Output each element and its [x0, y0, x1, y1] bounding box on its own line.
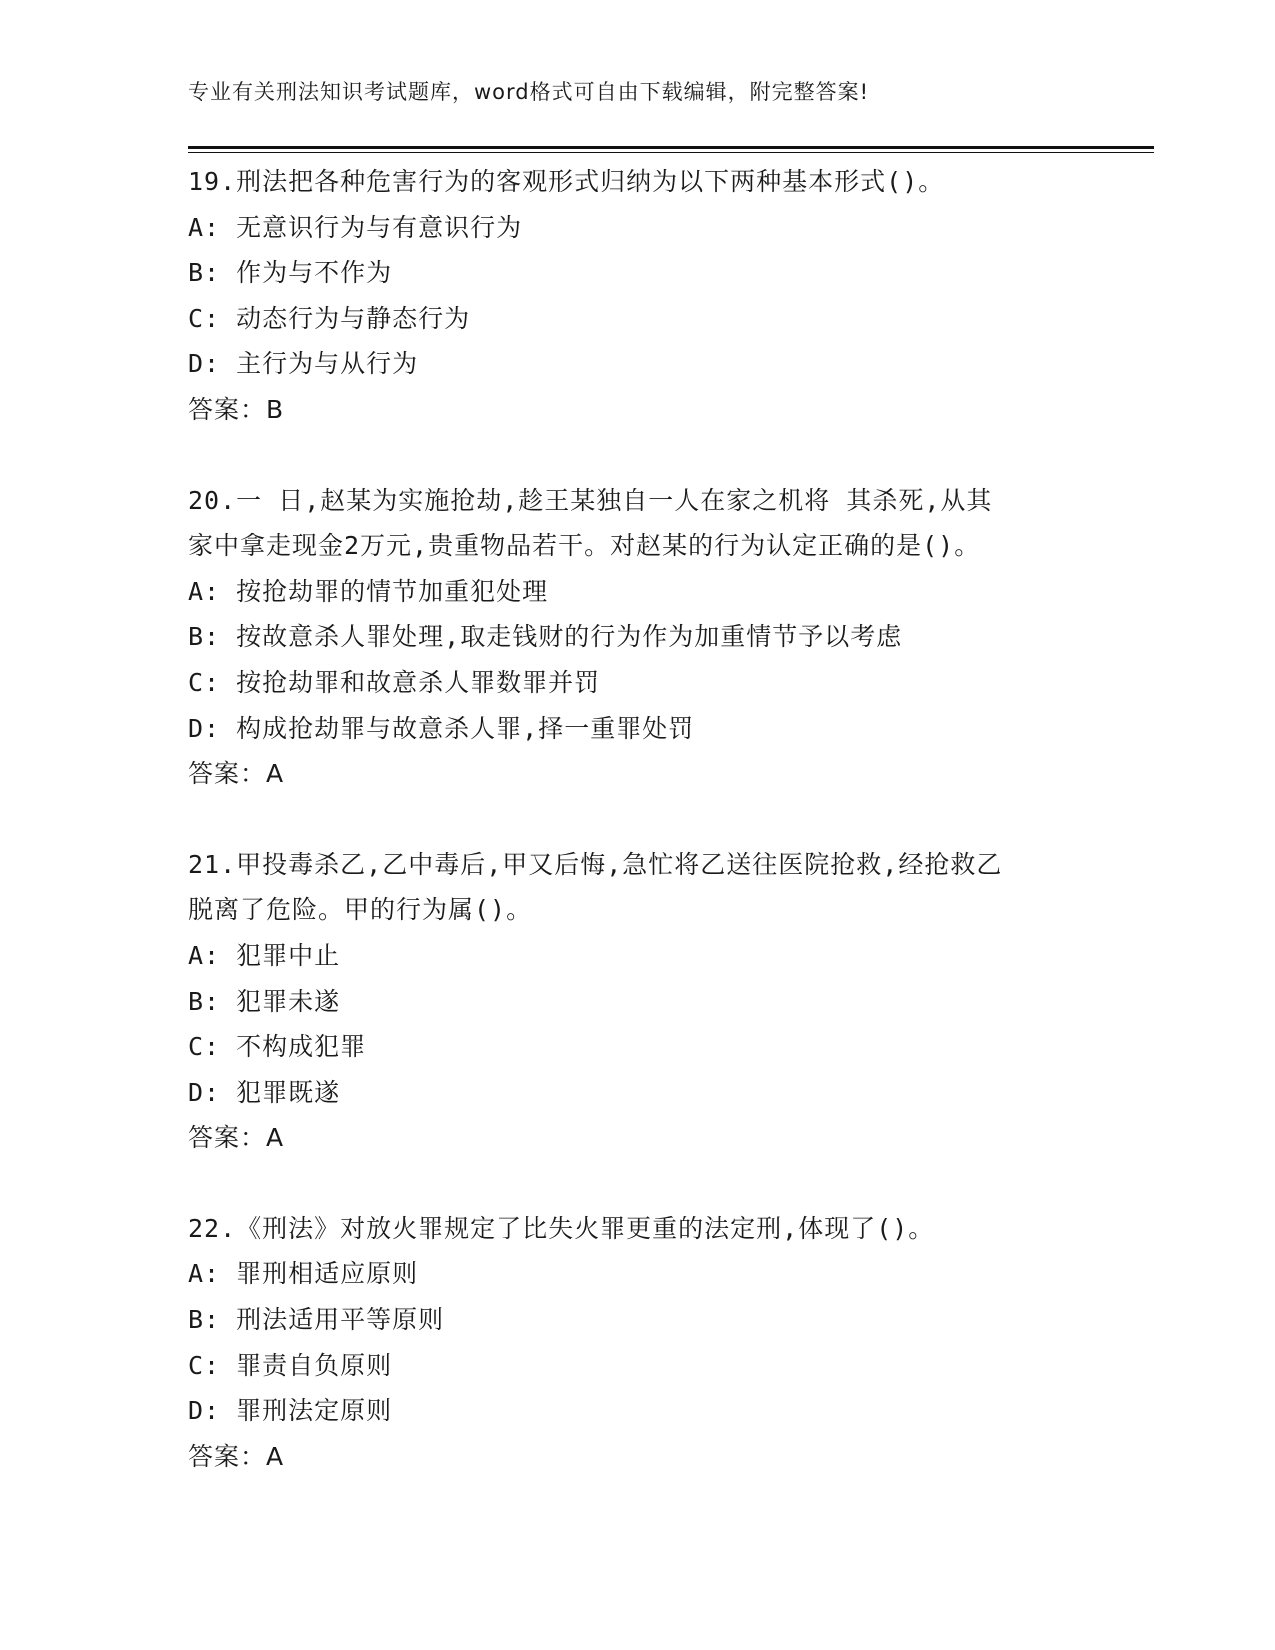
question-stem: 22.《刑法》对放火罪规定了比失火罪更重的法定刑,体现了()。: [188, 1213, 935, 1243]
option-a: A: 罪刑相适应原则: [188, 1259, 419, 1289]
option-b: B: 作为与不作为: [188, 258, 393, 288]
question-20: [188, 478, 1088, 797]
question-stem-continued: 家中拿走现金2万元,贵重物品若干。对赵某的行为认定正确的是()。: [188, 531, 981, 561]
option-a: A: 犯罪中止: [188, 940, 341, 970]
question-stem: 21.甲投毒杀乙,乙中毒后,甲又后悔,急忙将乙送往医院抢救,经抢救乙: [188, 849, 1003, 879]
option-c: C: 动态行为与静态行为: [188, 303, 471, 333]
header-rule-thin: [188, 152, 1154, 153]
option-d: D: 罪刑法定原则: [188, 1396, 393, 1426]
option-d: D: 构成抢劫罪与故意杀人罪,择一重罪处罚: [188, 713, 695, 743]
option-a: A: 无意识行为与有意识行为: [188, 212, 523, 242]
option-b: B: 犯罪未遂: [188, 986, 341, 1016]
answer: 答案：A: [188, 1123, 285, 1153]
question-list: [188, 159, 1088, 1524]
option-c: C: 罪责自负原则: [188, 1350, 393, 1380]
question-21: [188, 842, 1088, 1161]
question-stem: 19.刑法把各种危害行为的客观形式归纳为以下两种基本形式()。: [188, 167, 945, 196]
option-a: A: 按抢劫罪的情节加重犯处理: [188, 576, 549, 606]
option-b: B: 按故意杀人罪处理,取走钱财的行为作为加重情节予以考虑: [188, 622, 903, 652]
answer: 答案：B: [188, 394, 285, 424]
answer: 答案：A: [188, 759, 285, 789]
option-b: B: 刑法适用平等原则: [188, 1305, 445, 1335]
question-stem: 20.一 日,赵某为实施抢劫,趁王某独自一人在家之机将 其杀死,从其: [188, 485, 993, 515]
answer: 答案：A: [188, 1441, 285, 1471]
header-rule-thick: [188, 146, 1154, 149]
option-d: D: 犯罪既遂: [188, 1077, 341, 1107]
option-c: C: 不构成犯罪: [188, 1032, 367, 1062]
question-stem-continued: 脱离了危险。甲的行为属()。: [188, 895, 533, 925]
option-c: C: 按抢劫罪和故意杀人罪数罪并罚: [188, 667, 601, 697]
page-header: 专业有关刑法知识考试题库，word格式可自由下载编辑，附完整答案!: [188, 80, 870, 104]
question-22: [188, 1206, 1088, 1480]
question-19: [188, 159, 1088, 433]
option-d: D: 主行为与从行为: [188, 349, 419, 379]
